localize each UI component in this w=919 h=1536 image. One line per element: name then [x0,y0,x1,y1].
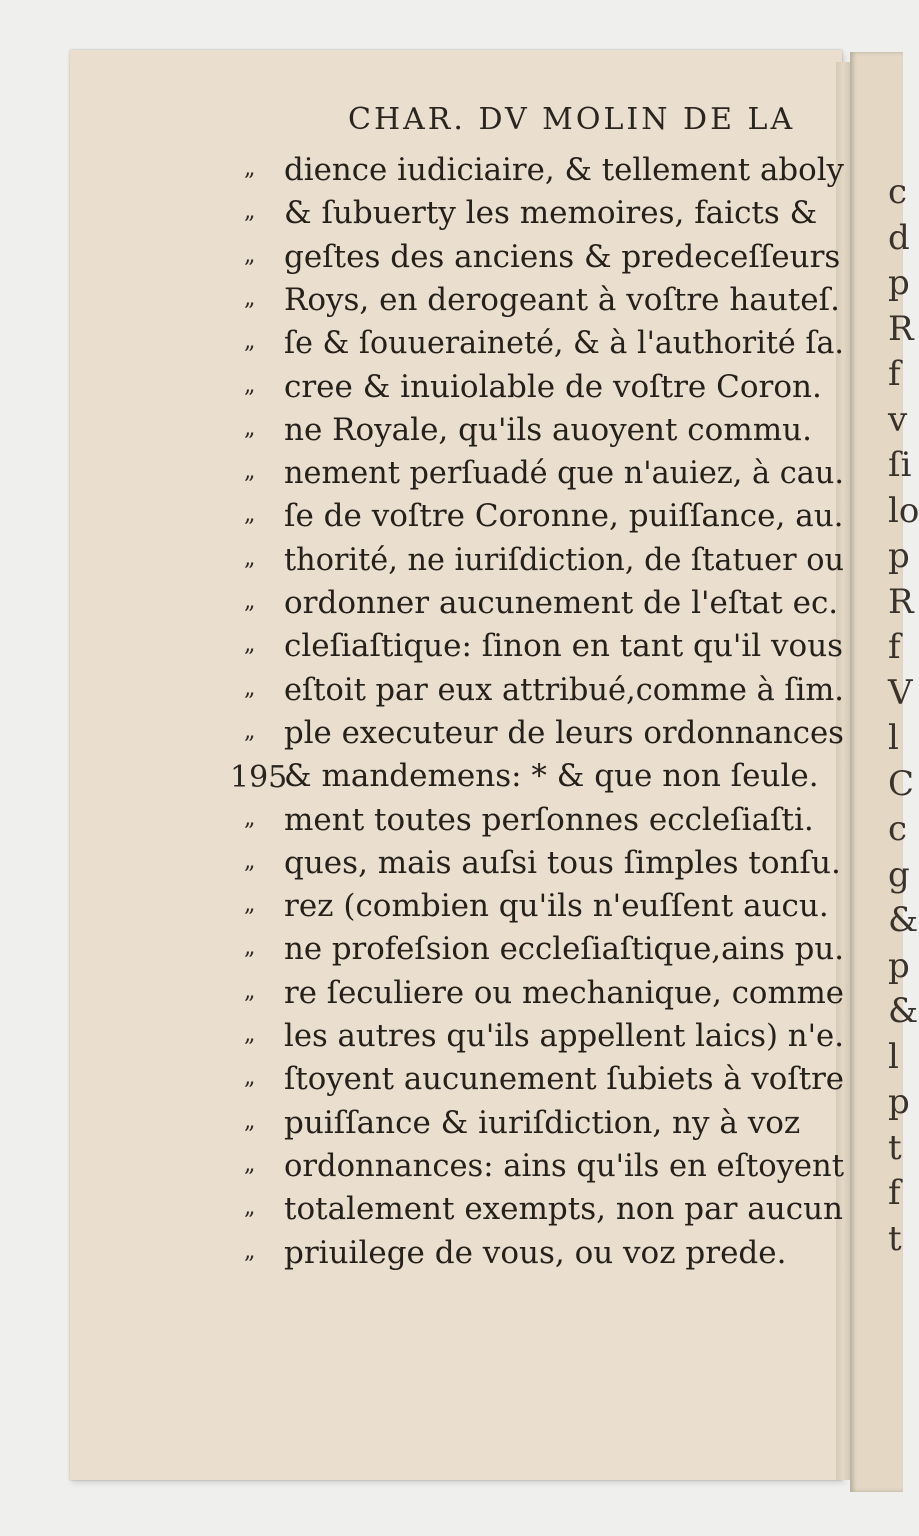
running-header: CHAR. DV MOLIN DE LA [348,102,796,137]
text-line [230,282,850,324]
text-line [230,542,850,584]
quotation-mark: „ [244,632,256,658]
line-text: ple executeur de leurs ordonnances [284,714,844,751]
quotation-mark: „ [244,935,256,961]
next-page-fragment: t [888,1218,902,1259]
line-text: ne Royale, qu'ils auoyent commu. [284,411,812,448]
line-text: puiſſance & iuriſdiction, ny à voz [284,1104,801,1141]
line-text: dience iudiciaire, & tellement aboly [284,152,844,188]
text-line [230,628,850,670]
line-text: thorité, ne iuriſdiction, de ſtatuer ou [284,541,844,578]
quotation-mark: „ [244,285,256,311]
next-page-fragment: c [888,172,908,212]
quotation-mark: „ [244,156,256,181]
text-line [230,758,850,800]
text-line [230,325,850,367]
next-page-fragment: l [888,1036,899,1077]
line-text: ordonnances: ains qu'ils en eſtoyent [284,1147,844,1184]
line-text: cleſiaſtique: ſinon en tant qu'il vous [284,628,844,665]
quotation-mark: „ [244,589,256,614]
line-text: totalement exempts, non par aucun [284,1191,844,1228]
quotation-mark: „ [244,718,256,744]
quotation-mark: „ [244,545,256,571]
text-line [230,498,850,540]
text-line [230,369,850,411]
line-text: ſtoyent aucunement ſubiets à voſtre [284,1061,844,1098]
text-line [230,1148,850,1190]
text-line [230,802,850,844]
next-page-fragment: d [888,217,910,258]
line-text: ordonner aucunement de l'eſtat ec. [284,585,839,621]
next-page-fragment: ſi [888,445,912,485]
text-line [230,931,850,973]
line-text: & mandemens: * & que non ſeule. [284,758,819,795]
next-page-fragment: l [888,718,899,758]
quotation-mark: „ [244,848,256,874]
next-page-fragment: lo [888,490,919,531]
quotation-mark: „ [244,372,256,398]
next-page-fragment: c [888,809,908,849]
text-line [230,195,850,237]
quotation-mark: „ [244,502,256,528]
text-line [230,455,850,497]
text-line [230,1235,850,1277]
next-page-fragment: & [888,991,919,1031]
quotation-mark: „ [244,415,256,441]
quotation-mark: „ [244,1238,256,1264]
line-number: 195 [230,760,288,796]
quotation-mark: „ [244,242,256,268]
line-text: Roys, en derogeant à voſtre hauteſ. [284,281,840,318]
quotation-mark: „ [244,978,256,1004]
quotation-mark: „ [244,675,256,701]
text-line [230,672,850,714]
next-page-fragment: C [888,763,915,804]
text-line [230,239,850,281]
line-text: ment toutes perſonnes eccleſiaſti. [284,801,814,838]
line-text: rez (combien qu'ils n'euſſent aucu. [284,888,829,925]
line-text: geſtes des anciens & predeceſſeurs [284,238,841,275]
next-page-fragment: p [888,1082,910,1122]
text-line [230,715,850,757]
quotation-mark: „ [244,1151,256,1177]
text-line [230,1061,850,1103]
line-text: nement perſuadé que n'auiez, à cau. [284,455,844,492]
next-page-fragment: R [888,581,914,622]
quotation-mark: „ [244,459,256,485]
quotation-mark: „ [244,1022,256,1047]
quotation-mark: „ [244,1108,256,1134]
quotation-mark: „ [244,329,256,355]
quotation-mark: „ [244,199,256,225]
quotation-mark: „ [244,1065,256,1091]
next-page-fragment: R [888,308,914,349]
text-line [230,1191,850,1233]
next-page-fragment: V [888,672,913,713]
next-page-fragment: t [888,1127,902,1168]
next-page-fragment: g [888,854,910,895]
next-page-fragment: f [888,354,901,394]
text-line [230,888,850,930]
next-page-edge [850,52,919,1492]
text-line [230,1105,850,1147]
next-page-fragment: f [888,627,901,667]
text-line [230,585,850,627]
line-text: cree & inuiolable de voſtre Coron. [284,368,822,405]
line-text: ques, mais auſsi tous ſimples tonſu. [284,844,841,881]
next-page-fragment: p [888,945,910,986]
next-page-fragment: v [888,399,908,440]
quotation-mark: „ [244,1195,256,1221]
text-line [230,845,850,887]
line-text: eſtoit par eux attribué,comme à ſim. [284,671,844,708]
text-line [230,152,850,194]
line-text: ſe & ſouueraineté, & à l'authorité ſa. [284,325,844,362]
line-text: & ſubuerty les memoires, faicts & [284,195,818,232]
line-text: ſe de voſtre Coronne, puiſſance, au. [284,498,844,535]
line-text: priuilege de vous, ou voz prede. [284,1234,787,1271]
next-page-fragment: f [888,1173,901,1213]
next-page-fragment: p [888,263,910,303]
next-page-fragment: p [888,536,910,576]
text-line [230,975,850,1017]
quotation-mark: „ [244,892,256,918]
text-line [230,412,850,454]
quotation-mark: „ [244,805,256,831]
line-text: ne profeſsion eccleſiaſtique,ains pu. [284,931,844,968]
line-text: re ſeculiere ou mechanique, comme [284,974,844,1011]
line-text: les autres qu'ils appellent laics) n'e. [284,1018,844,1054]
next-page-fragment: & [888,900,919,940]
text-line [230,1018,850,1060]
